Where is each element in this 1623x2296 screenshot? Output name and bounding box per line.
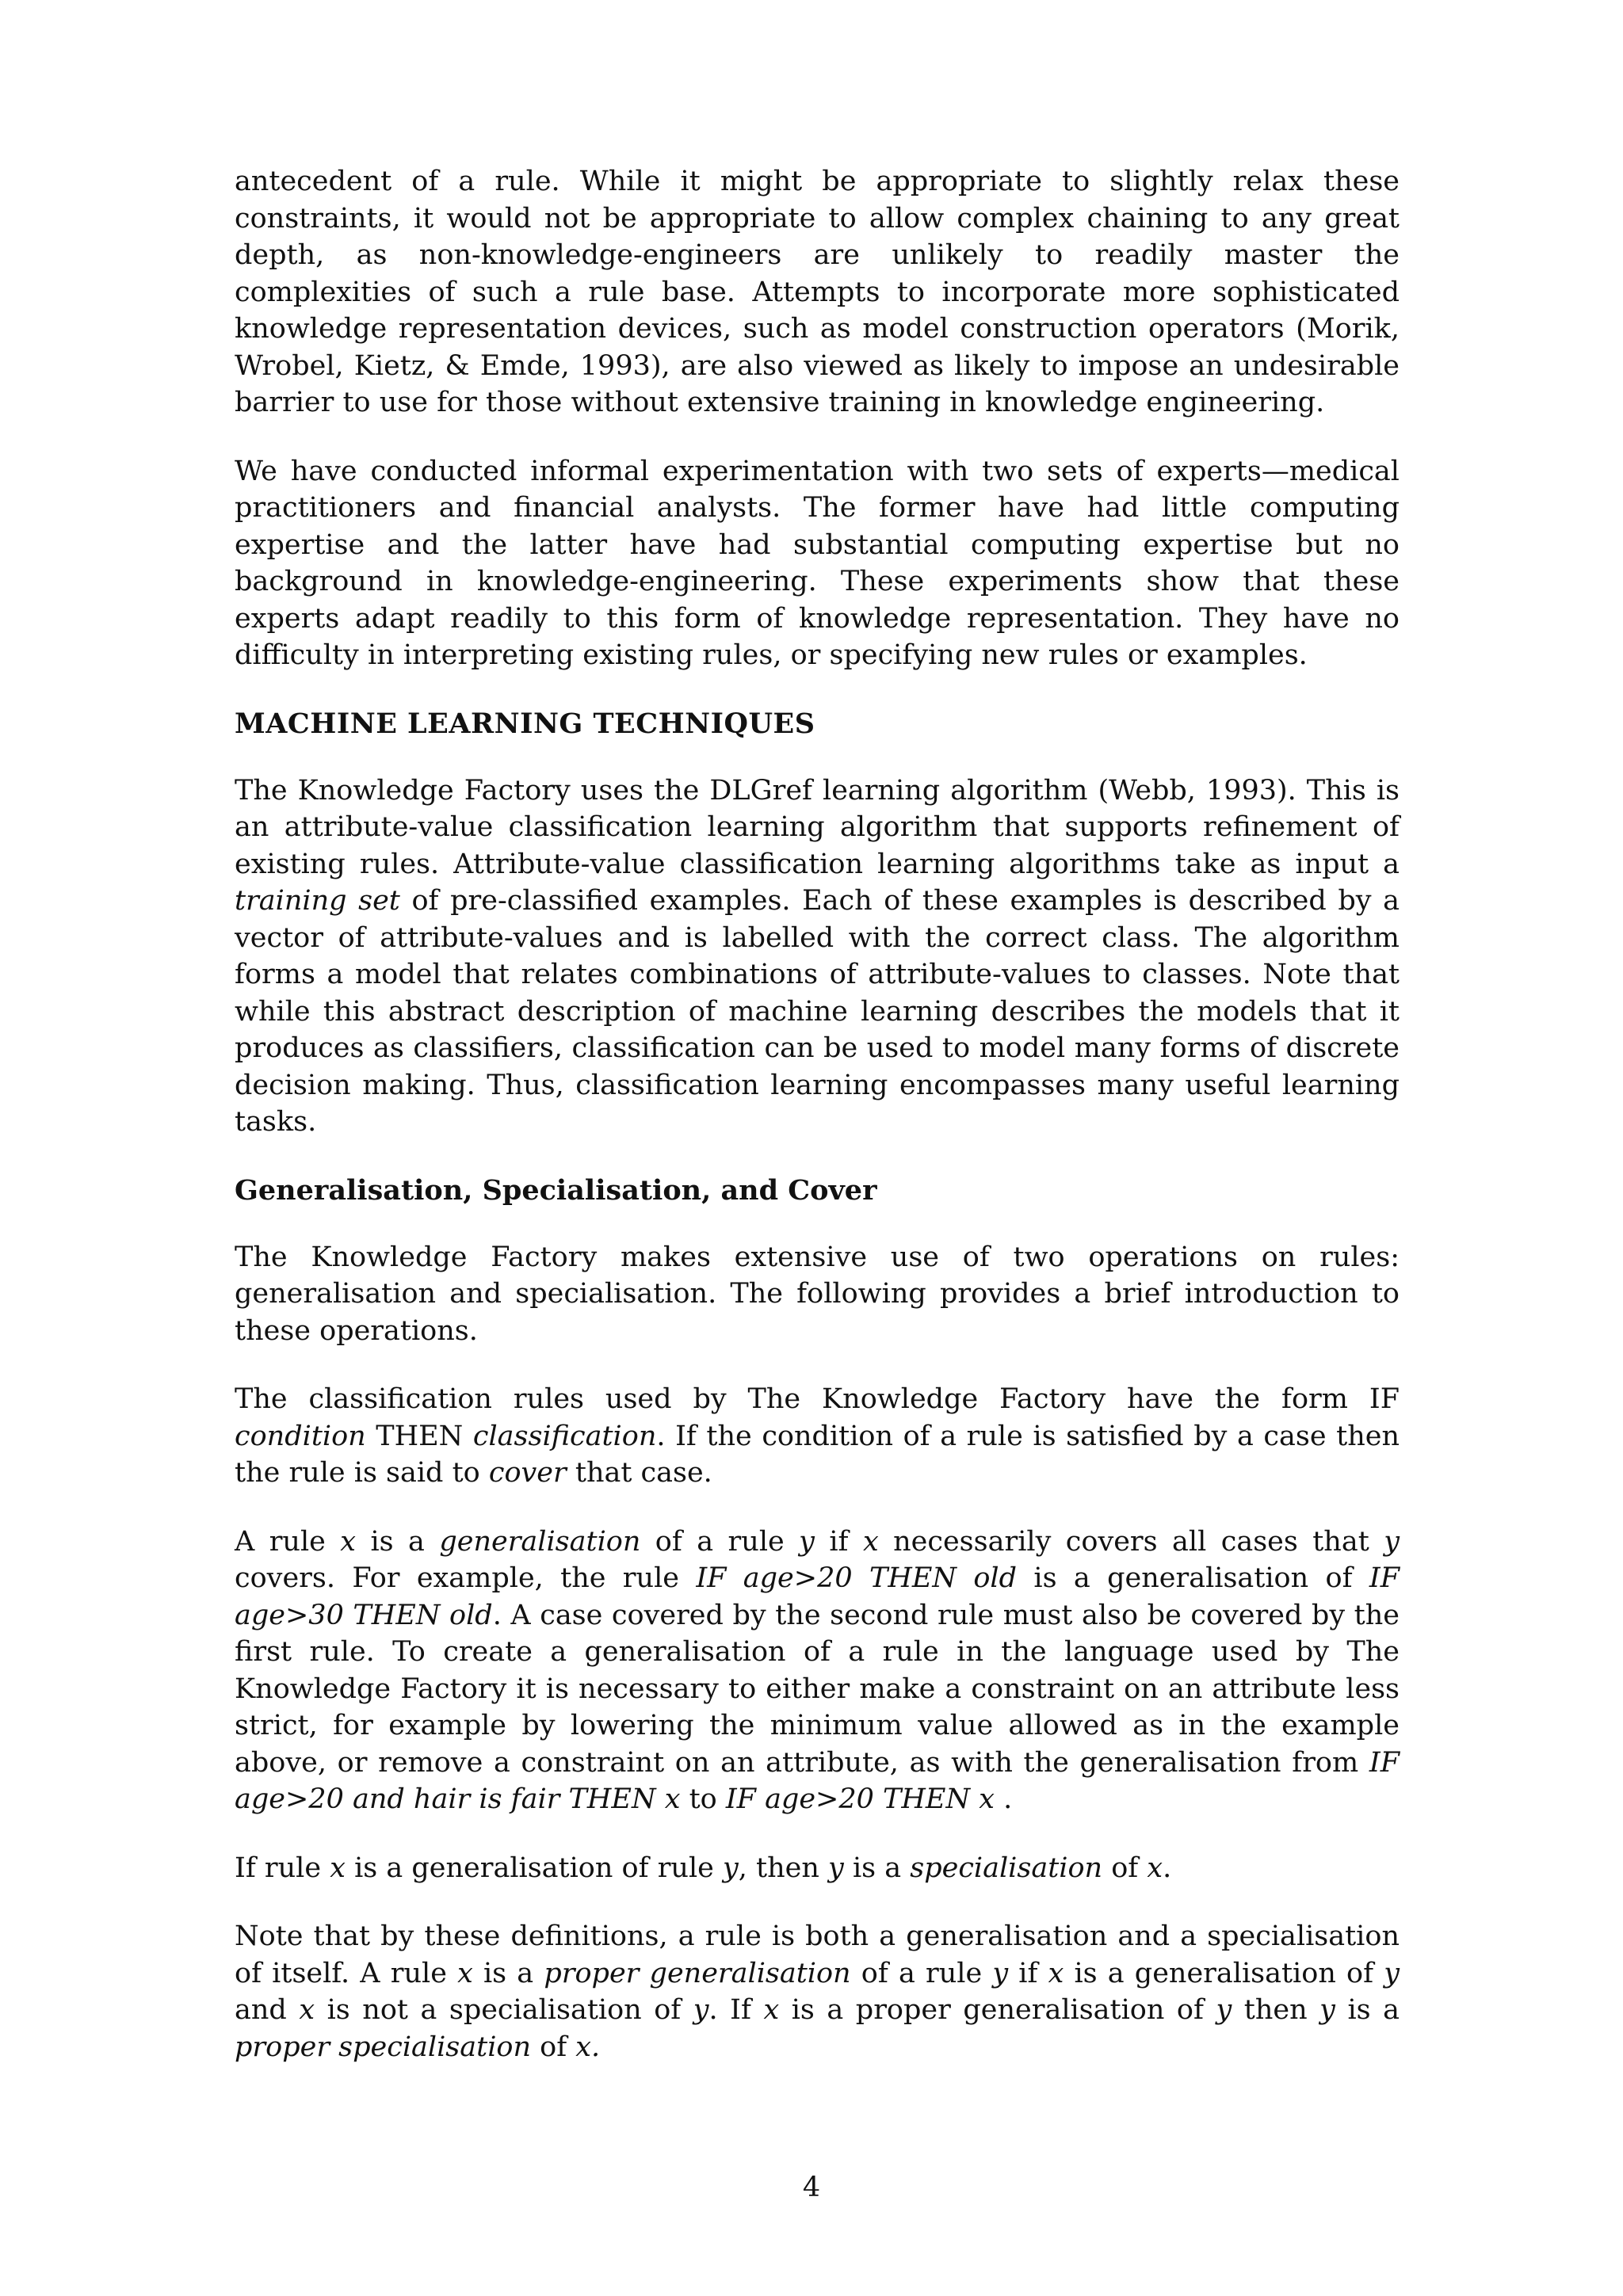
page-number: 4 bbox=[802, 2172, 821, 2203]
subsection-heading: Generalisation, Specialisation, and Cover bbox=[235, 1173, 877, 1207]
section-heading: MACHINE LEARNING TECHNIQUES bbox=[235, 707, 815, 740]
paragraph-experimentation: We have conducted informal experimentation with two sets of experts—medical practitioners and financial analysts. The former have had little computing expertise and the latter have had substantial computing expertise but no background in knowledge-engineering. These experiments show that these experts adapt readily to this form of knowledge representation. They have no difficulty in interpreting existing rules, or specifying new rules or examples. bbox=[235, 455, 1400, 671]
paragraph-dlgref: The Knowledge Factory uses the DLGref learning algorithm (Webb, 1993). This is an attribute-value classification learning algorithm that supports refinement of existing rules. Attribute-value classification learning algorithms take as input a training set of pre-classified examples. Each of these examples is described by a vector of attribute-values and is labelled with the correct class. The algorithm forms a model that relates combinations of attribute-values to classes. Note that while this abstract description of machine learning describes the models that it produces as classifiers, classification can be used to model many forms of discrete decision making. Thus, classification learning encompasses many useful learning tasks. bbox=[235, 774, 1400, 1138]
page-content bbox=[235, 163, 1400, 2097]
paragraph-rule-constraints: antecedent of a rule. While it might be appropriate to slightly relax these constraints, it would not be appropriate to allow complex chaining to any great depth, as non-knowledge-engineers are unlikely to readily master the complexities of such a rule base. Attempts to incorporate more sophisticated knowledge representation devices, such as model construction operators (Morik, Wrobel, Kietz, & Emde, 1993), are also viewed as likely to impose an undesirable barrier to use for those without extensive training in knowledge engineering. bbox=[235, 166, 1400, 418]
paragraph-rule-form: The classification rules used by The Knowledge Factory have the form IF condition THEN classification. If the condition of a rule is satisfied by a case then the rule is said to cover that case. bbox=[235, 1383, 1400, 1489]
paragraph-specialisation: If rule x is a generalisation of rule y, then y is a specialisation of x. bbox=[235, 1852, 1172, 1884]
paragraph-proper-generalisation: Note that by these definitions, a rule is both a generalisation and a specialisation of itself. A rule x is a proper generalisation of a rule y if x is a generalisation of y and x is not a specialisation of y. If x is a proper generalisation of y then y is a proper specialisation of x. bbox=[235, 1920, 1400, 2063]
paragraph-generalisation: A rule x is a generalisation of a rule y if x necessarily covers all cases that y covers. For example, the rule IF age>20 THEN old is a generalisation of IF age>30 THEN old. A case covered by the second rule must also be covered by the first rule. To create a generalisation of a rule in the language used by The Knowledge Factory it is necessary to either make a constraint on an attribute less strict, for example by lowering the minimum value allowed as in the example above, or remove a constraint on an attribute, as with the generalisation from IF age>20 and hair is fair THEN x to IF age>20 THEN x . bbox=[235, 1525, 1400, 1815]
paragraph-operations: The Knowledge Factory makes extensive use of two operations on rules: generalisation and specialisation. The following provides a brief introduction to these operations. bbox=[235, 1241, 1400, 1347]
